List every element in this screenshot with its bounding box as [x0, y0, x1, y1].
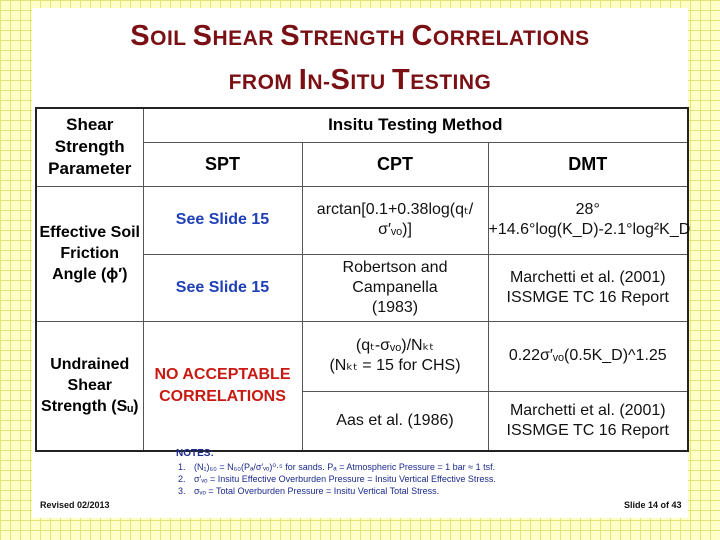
friction-cpt-reference: Robertson and Campanella (1983) [302, 254, 488, 321]
param-undrained-strength: Undrained Shear Strength (Sᵤ) [36, 321, 143, 451]
title-line-1: SOIL SHEAR STRENGTH CORRELATIONS [130, 20, 590, 52]
col-header-dmt: DMT [488, 142, 688, 186]
note-item: 3. σᵥₒ = Total Overburden Pressure = Insitu Vertical Total Stress. [178, 486, 440, 496]
note-item: 1. (N₁)₆₀ = N₆₀(Pₐ/σ′ᵥₒ)⁰·⁵ for sands. Pₐ = Atmospheric Pressure = 1 bar ≈ 1 tsf. [178, 462, 496, 472]
friction-spt-2[interactable]: See Slide 15 [143, 254, 302, 321]
undrained-spt-no-correlation: NO ACCEPTABLE CORRELATIONS [143, 321, 302, 451]
method-header: Insitu Testing Method [143, 108, 688, 142]
slide [32, 8, 691, 518]
undrained-dmt-reference: Marchetti et al. (2001) ISSMGE TC 16 Report [488, 391, 688, 451]
friction-dmt-reference: Marchetti et al. (2001) ISSMGE TC 16 Report [488, 254, 688, 321]
title-line-2: FROM IN-SITU TESTING [228, 64, 492, 96]
col-header-cpt: CPT [302, 142, 488, 186]
col-header-spt: SPT [143, 142, 302, 186]
correlation-table [35, 107, 689, 452]
undrained-cpt-reference: Aas et al. (1986) [302, 391, 488, 451]
friction-spt-1[interactable]: See Slide 15 [143, 186, 302, 254]
undrained-cpt-formula: (qₜ-σᵥₒ)/Nₖₜ (Nₖₜ = 15 for CHS) [302, 321, 488, 391]
notes-heading: NOTES: [176, 448, 214, 459]
slide-number: Slide 14 of 43 [624, 500, 682, 510]
param-header: Shear Strength Parameter [36, 108, 143, 186]
param-friction-angle: Effective Soil Friction Angle (ϕ′) [36, 186, 143, 321]
revised-date: Revised 02/2013 [40, 500, 110, 510]
friction-dmt-formula: 28°+14.6°log(K_D)-2.1°log²K_D [488, 186, 688, 254]
notes [176, 448, 676, 497]
note-item: 2. σ′ᵥₒ = Insitu Effective Overburden Pressure = Insitu Vertical Effective Stress. [178, 474, 496, 484]
friction-cpt-formula: arctan[0.1+0.38log(qₜ/σ′ᵥₒ)] [302, 186, 488, 254]
undrained-dmt-formula: 0.22σ′ᵥₒ(0.5K_D)^1.25 [488, 321, 688, 391]
